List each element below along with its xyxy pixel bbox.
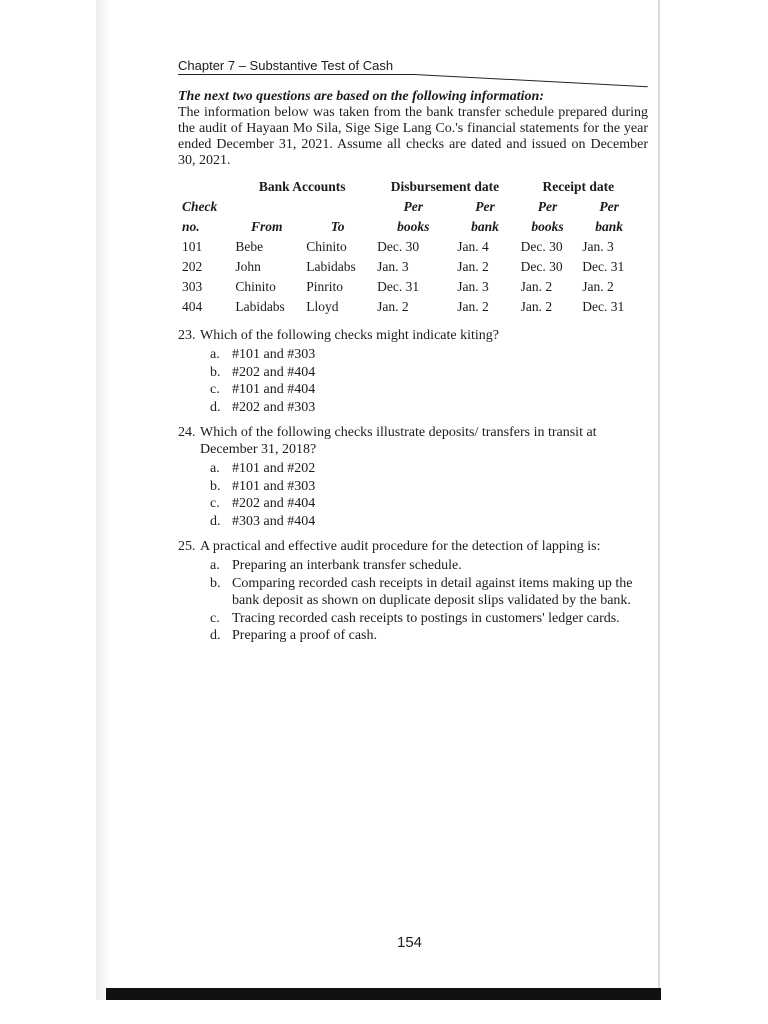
question-24 bbox=[178, 424, 648, 530]
question-text: Which of the following checks might indicate kiting? bbox=[200, 328, 499, 343]
rec-books-date: Jan. 2 bbox=[520, 299, 553, 314]
rec-per-bank-per: Per bbox=[599, 199, 619, 214]
from-header: From bbox=[251, 219, 283, 234]
option-letter: c. bbox=[210, 382, 220, 397]
option-letter: d. bbox=[210, 628, 221, 643]
option-text: Comparing recorded cash receipts in detail against items making up the bank deposit as shown on duplicate deposit slips validated by the bank. bbox=[232, 575, 633, 608]
rec-bank-date: Jan. 2 bbox=[582, 279, 614, 294]
list-item bbox=[210, 346, 648, 364]
list-item bbox=[210, 460, 648, 478]
option-text: #202 and #303 bbox=[232, 399, 316, 415]
to-account: Lloyd bbox=[306, 299, 339, 314]
from-account: Bebe bbox=[235, 239, 264, 254]
option-letter: a. bbox=[210, 558, 220, 573]
list-item bbox=[210, 575, 648, 610]
no-header: no. bbox=[182, 219, 200, 234]
bank-accounts-header: Bank Accounts bbox=[258, 179, 346, 194]
disb-books-header: books bbox=[397, 219, 430, 234]
option-letter: b. bbox=[210, 478, 221, 494]
option-text: #202 and #404 bbox=[232, 496, 316, 511]
option-text: #101 and #303 bbox=[232, 478, 316, 494]
list-item bbox=[210, 364, 648, 382]
option-letter: a. bbox=[210, 461, 220, 476]
check-number: 202 bbox=[182, 259, 203, 274]
option-letter: b. bbox=[210, 364, 221, 380]
question-23 bbox=[178, 327, 648, 416]
disb-per-bank-per: Per bbox=[475, 199, 495, 214]
list-item bbox=[210, 627, 648, 645]
chapter-title: Chapter 7 – Substantive Test of Cash bbox=[178, 58, 414, 75]
table-row bbox=[178, 237, 640, 257]
intro-title: The next two questions are based on the following information: bbox=[178, 89, 544, 104]
disb-bank-date: Jan. 3 bbox=[457, 279, 489, 294]
list-item bbox=[210, 381, 648, 399]
document-page bbox=[178, 58, 648, 998]
option-letter: b. bbox=[210, 575, 221, 591]
rec-books-header: books bbox=[531, 219, 564, 234]
questions-section bbox=[178, 327, 648, 645]
option-letter: d. bbox=[210, 399, 221, 415]
question-number: 25. bbox=[178, 539, 196, 554]
intro-text: The information below was taken from the bank transfer schedule prepared during the audit of Hayaan Mo Sila, Sige Sige Lang Co.'s financial statements for the year ended December 31, 2021. Assume all checks are dated and issued on December 30, 2021. bbox=[178, 105, 648, 168]
rec-bank-date: Jan. 3 bbox=[582, 239, 614, 254]
option-text: Preparing a proof of cash. bbox=[232, 628, 378, 643]
from-account: Chinito bbox=[235, 279, 276, 294]
rec-bank-date: Dec. 31 bbox=[582, 259, 625, 274]
check-header: Check bbox=[182, 199, 218, 214]
question-number: 24. bbox=[178, 425, 196, 440]
to-account: Labidabs bbox=[306, 259, 356, 274]
disb-bank-date: Jan. 2 bbox=[457, 299, 489, 314]
rec-books-date: Jan. 2 bbox=[520, 279, 553, 294]
disbursement-date-header: Disbursement date bbox=[390, 179, 500, 194]
question-number: 23. bbox=[178, 328, 196, 343]
from-account: John bbox=[235, 259, 261, 274]
option-letter: c. bbox=[210, 496, 220, 511]
disb-bank-date: Jan. 2 bbox=[457, 259, 489, 274]
scan-left-edge bbox=[96, 0, 110, 1000]
rec-bank-date: Dec. 31 bbox=[582, 299, 625, 314]
bank-transfer-table bbox=[178, 177, 640, 317]
option-letter: c. bbox=[210, 610, 220, 626]
disb-books-date: Jan. 2 bbox=[377, 299, 409, 314]
table-row bbox=[178, 257, 640, 277]
disb-books-date: Dec. 30 bbox=[377, 239, 420, 254]
to-account: Chinito bbox=[306, 239, 347, 254]
option-text: #303 and #404 bbox=[232, 513, 316, 529]
list-item bbox=[210, 478, 648, 496]
rec-per-books-per: Per bbox=[537, 199, 558, 214]
question-25 bbox=[178, 538, 648, 645]
list-item bbox=[210, 610, 648, 628]
disb-bank-header: bank bbox=[471, 219, 499, 234]
option-letter: a. bbox=[210, 347, 220, 362]
rec-bank-header: bank bbox=[595, 219, 624, 234]
disb-books-date: Jan. 3 bbox=[377, 259, 409, 274]
option-text: Preparing an interbank transfer schedule. bbox=[232, 558, 462, 573]
disb-per-books-per: Per bbox=[403, 199, 423, 214]
option-text: Tracing recorded cash receipts to postings in customers' ledger cards. bbox=[232, 610, 620, 626]
disb-books-date: Dec. 31 bbox=[377, 279, 420, 294]
question-text: A practical and effective audit procedure for the detection of lapping is: bbox=[200, 539, 601, 554]
check-number: 101 bbox=[182, 239, 203, 254]
table-row bbox=[178, 277, 640, 297]
question-text: Which of the following checks illustrate deposits/ transfers in transit at December 31, 2018? bbox=[200, 425, 597, 457]
option-letter: d. bbox=[210, 513, 221, 529]
rec-books-date: Dec. 30 bbox=[520, 259, 563, 274]
check-number: 303 bbox=[182, 279, 203, 294]
rec-books-date: Dec. 30 bbox=[520, 239, 563, 254]
receipt-date-header: Receipt date bbox=[542, 179, 615, 194]
option-text: #101 and #202 bbox=[232, 461, 316, 476]
list-item bbox=[210, 557, 648, 575]
option-text: #202 and #404 bbox=[232, 364, 316, 380]
table-row bbox=[178, 297, 640, 317]
from-account: Labidabs bbox=[235, 299, 285, 314]
option-text: #101 and #303 bbox=[232, 347, 316, 362]
list-item bbox=[210, 399, 648, 417]
list-item bbox=[210, 495, 648, 513]
to-account: Pinrito bbox=[306, 279, 343, 294]
to-header: To bbox=[330, 219, 345, 234]
option-text: #101 and #404 bbox=[232, 382, 316, 397]
scan-right-edge bbox=[658, 0, 660, 1000]
header-rule bbox=[414, 74, 648, 87]
page-number: 154 bbox=[397, 934, 423, 951]
disb-bank-date: Jan. 4 bbox=[457, 239, 489, 254]
list-item bbox=[210, 513, 648, 531]
check-number: 404 bbox=[182, 299, 203, 314]
